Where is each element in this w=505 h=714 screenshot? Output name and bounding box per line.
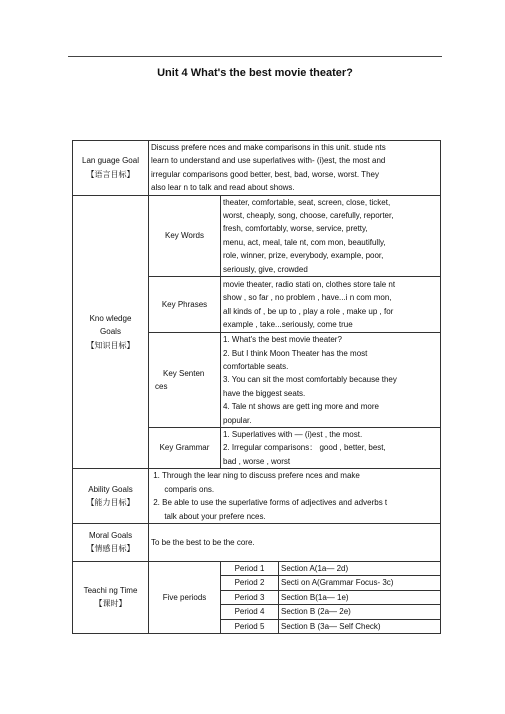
key-sentences-label: Key Senten ces [149, 333, 221, 428]
knowledge-goals-label: Kno wledge Goals 【知识目标】 [73, 195, 149, 469]
period-section: Secti on A(Grammar Focus- 3c) [279, 576, 441, 590]
period-label: Period 1 [221, 561, 279, 575]
period-row [73, 561, 441, 575]
page-title: Unit 4 What's the best movie theater? [157, 67, 353, 79]
period-section: Section A(1a— 2d) [279, 561, 441, 575]
period-label: Period 5 [221, 619, 279, 633]
key-words-row [73, 195, 441, 276]
key-words-label: Key Words [149, 195, 221, 276]
period-label: Period 2 [221, 576, 279, 590]
teaching-time-summary: Five periods [149, 561, 221, 633]
key-words-content: theater, comfortable, seat, screen, close, ticket, worst, cheaply, song, choose, carefully, reporter, fresh, comfortably, worse, service, pretty, menu, act, meal, tale nt, com mon, beautifully, role, winner, prize, everybody, example, poor, seriously, give, crowded [221, 195, 441, 276]
language-goal-label: Lan guage Goal 【语言目标】 [73, 141, 149, 196]
language-goal-row [73, 141, 441, 196]
ability-goals-row [73, 469, 441, 524]
period-section: Section B (2a— 2e) [279, 605, 441, 619]
language-goal-content: Discuss prefere nces and make comparisons in this unit. stude nts learn to understand and use superlatives with- (i)est, the most and irregular comparisons good better, best, bad, worse, worst. They also lear n to talk and read about shows. [149, 141, 441, 196]
lesson-plan-table [72, 140, 441, 634]
key-grammar-label: Key Grammar [149, 428, 221, 469]
period-label: Period 4 [221, 605, 279, 619]
period-section: Section B(1a— 1e) [279, 590, 441, 604]
top-rule [68, 56, 442, 57]
key-phrases-label: Key Phrases [149, 277, 221, 333]
ability-goals-label: Ability Goals 【能力目标】 [73, 469, 149, 524]
moral-goals-row [73, 523, 441, 561]
period-section: Section B (3a— Self Check) [279, 619, 441, 633]
key-sentences-content: 1. What's the best movie theater? 2. But I think Moon Theater has the most comfortable seats. 3. You can sit the most comfortably because they have the biggest seats. 4. Tale nt shows are gett ing more and more popular. [221, 333, 441, 428]
key-phrases-content: movie theater, radio stati on, clothes store tale nt show , so far , no problem , have...i n com mon, all kinds of , be up to , play a role , make up , for example , take...seriously, come true [221, 277, 441, 333]
period-label: Period 3 [221, 590, 279, 604]
teaching-time-label: Teachi ng Time 【课时】 [73, 561, 149, 633]
moral-goals-content: To be the best to be the core. [149, 523, 441, 561]
key-grammar-content: 1. Superlatives with — (i)est , the most. 2. Irregular comparisons： good , better, best, bad , worse , worst [221, 428, 441, 469]
ability-goals-content: 1. Through the lear ning to discuss prefere nces and make comparis ons. 2. Be able to use the superlative forms of adjectives and adverbs t talk about your prefere nces. [149, 469, 441, 524]
moral-goals-label: Moral Goals 【情感目标】 [73, 523, 149, 561]
